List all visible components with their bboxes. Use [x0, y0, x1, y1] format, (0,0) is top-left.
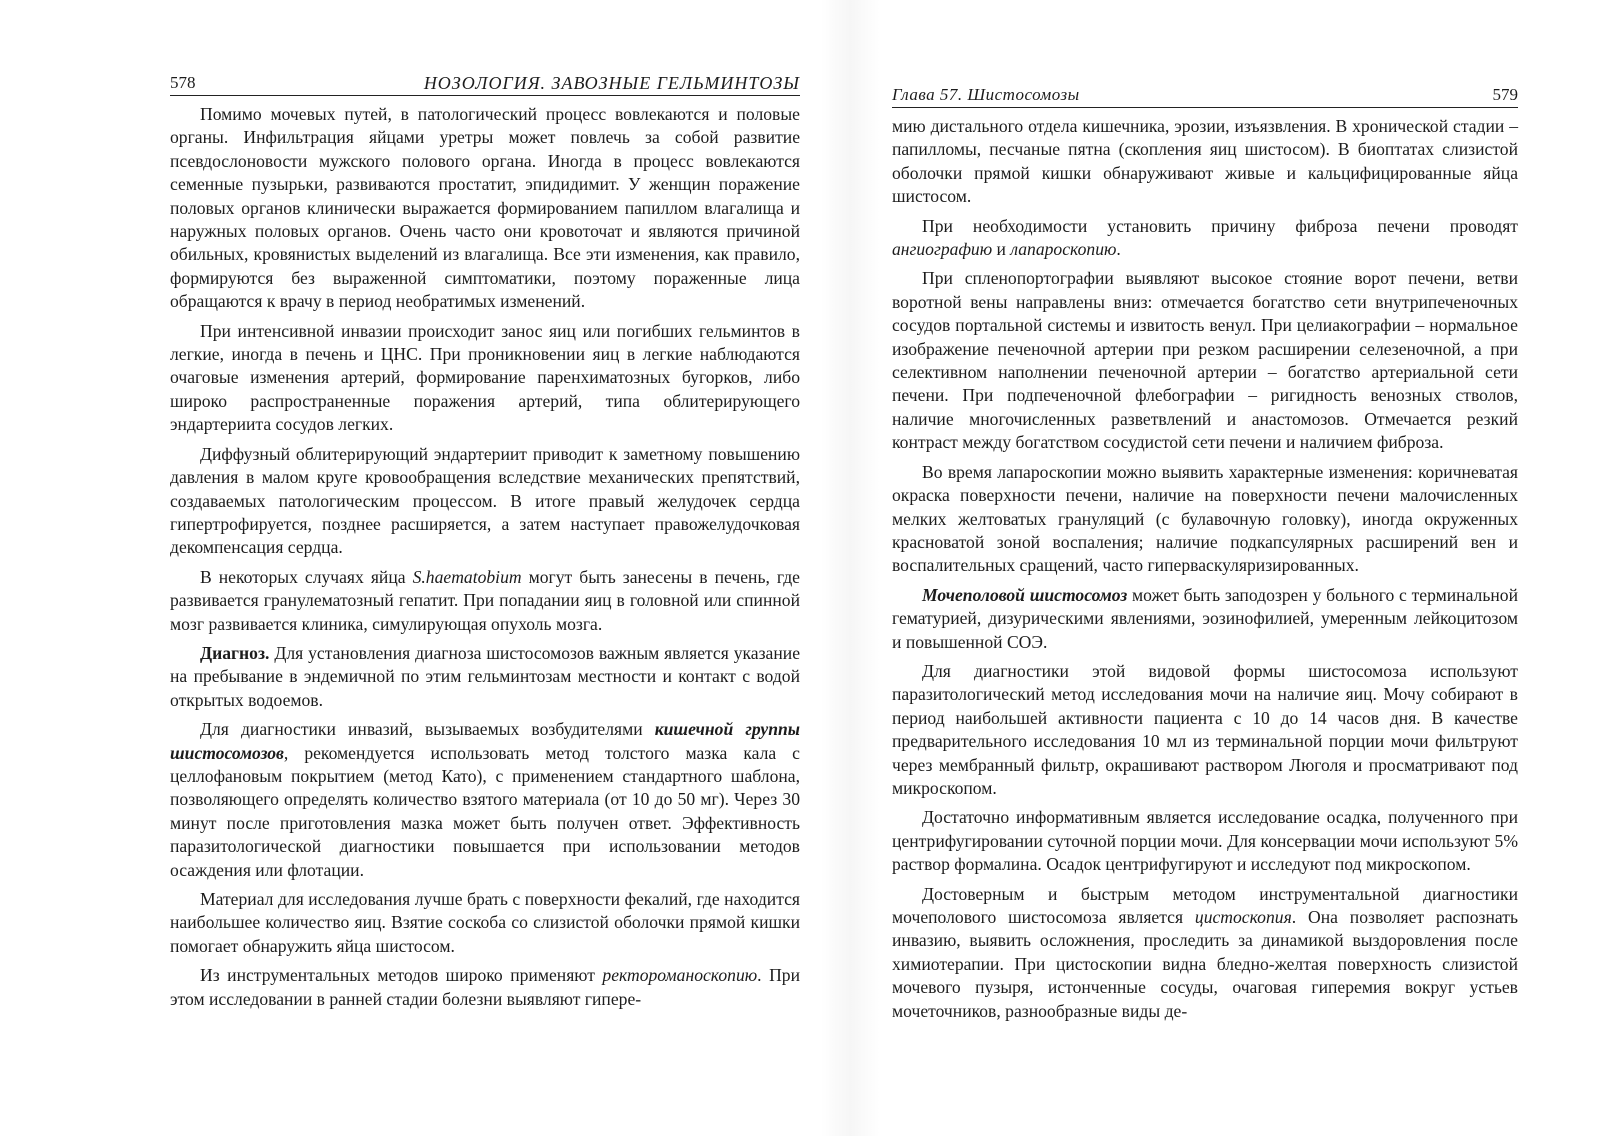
- text-run: Для диагностики инвазий, вызываемых возбудителями: [200, 719, 655, 740]
- paragraph: Для диагностики этой видовой формы шистосомоза используют паразитологический метод исследования мочи на наличие яиц. Мочу собирают в период наибольшей активности пациента с 10 до 14 часов дня. В качестве предварительного исследования 10 мл из терминальной порции мочи фильтруют через мембранный фильтр, окрашивают раствором Люголя и просматривают под микроскопом.: [892, 660, 1518, 798]
- text-run: Для установления диагноза шистосомозов важным является указание на пребывание в эндемичной по этим гельминтозам местности и контакт с водой открытых водоемов.: [170, 642, 800, 710]
- text-run: В некоторых случаях яйца: [200, 566, 413, 587]
- method-term: ангиографию: [892, 239, 993, 260]
- paragraph: Помимо мочевых путей, в патологический процесс вовлекаются и половые органы. Инфильтрация яйцами уретры может повлечь за собой развитие псевдослоновости мужского полового органа. Иногда в процесс вовлекаются семенные пузырьки, развиваются простатит, эпидидимит. У женщин поражение половых органов клинически выражается формированием папиллом влагалища и наружных половых органов. Очень часто они кровоточат и являются причиной обильных, кровянистых выделений из влагалища. Все эти изменения, как правило, формируются без выраженной симптоматики, поэтому пораженные лица обращаются к врачу в период необратимых изменений.: [170, 104, 800, 312]
- text-run: может быть заподозрен у больного с терминальной гематурией, дизурическими явлениями, эозинофилией, умеренным лейкоцитозом и повышенной СОЭ.: [892, 584, 1518, 652]
- emphasis-term: Мочеполовой шистосомоз: [922, 584, 1128, 605]
- paragraph: [892, 215, 1518, 262]
- text-run: Достоверным и быстрым методом инструментальной диагностики мочеполового шистосомоза является: [892, 883, 1518, 927]
- section-heading-diagnosis: Диагноз.: [200, 642, 270, 663]
- right-running-head: [892, 85, 1518, 108]
- text-run: .: [1116, 239, 1121, 260]
- paragraph: Во время лапароскопии можно выявить характерные изменения: коричневатая окраска поверхности печени, наличие на поверхности печени малочисленных мелких желтоватых грануляций (с булавочную головку), иногда окруженных красноватой зоной воспаления; наличие подкапсулярных расширений вен и воспалительных сращений, часто гиперваскуляризированных.: [892, 461, 1518, 576]
- paragraph: При интенсивной инвазии происходит занос яиц или погибших гельминтов в легкие, иногда в печень и ЦНС. При проникновении яиц в легкие наблюдаются очаговые изменения артерий, формирование паренхиматозных бугорков, либо широко распространенные поражения артерий, типа облитерирующего эндартериита сосудов легких.: [170, 320, 800, 435]
- method-term: ректороманоскопию: [602, 965, 758, 986]
- paragraph: При спленопортографии выявляют высокое стояние ворот печени, ветви воротной вены направлены вниз: отмечается богатство сети внутрипеченочных сосудов портальной системы и извитость венул. При целиакографии – нормальное изображение печеночной артерии при резком расширении селезеночной, а при селективном наполнении печеночной артерии – богатство артериальной сети печени. При подпеченочной флебографии – ригидность венозных стволов, наличие многочисленных разветвлений и анастомозов. Отмечается резкий контраст между богатством сосудистой сети печени и наличием фиброза.: [892, 268, 1518, 453]
- right-body-text: [892, 115, 1518, 1029]
- text-run: и: [992, 239, 1011, 260]
- left-page: [170, 0, 800, 1136]
- method-term: цистоскопия: [1194, 907, 1292, 927]
- right-running-title: Глава 57. Шистосомозы: [892, 85, 1080, 104]
- paragraph: [170, 566, 800, 636]
- paragraph: [170, 964, 800, 1011]
- text-run: При необходимости установить причину фиброза печени проводят: [922, 215, 1518, 236]
- left-page-number: 578: [170, 73, 196, 92]
- text-run: , рекомендуется использовать метод толстого мазка кала с целлофановым покрытием (метод Като), с применением стандартного шаблона, позволяющего определять количество взятого материала (от 10 до 50 мг). Через 30 минут после приготовления мазка может быть получен ответ. Эффективность паразитологической диагностики повышается при использовании методов осаждения или флотации.: [170, 742, 800, 880]
- text-run: . Она позволяет распознать инвазию, выявить осложнения, проследить за динамикой выздоровления после химиотерапии. При цистоскопии видна бледно-желтая поверхность слизистой мочевого пузыря, истонченные сосуды, очаговая гиперемия вокруг устьев мочеточников, разнообразные виды де-: [892, 907, 1518, 1021]
- text-run: могут быть занесены в печень, где развивается гранулематозный гепатит. При попадании яиц в головной или спинной мозг развивается клиника, симулирующая опухоль мозга.: [170, 566, 800, 634]
- book-gutter: [820, 0, 880, 1136]
- paragraph: Достаточно информативным является исследование осадка, полученного при центрифугировании суточной порции мочи. Для консервации мочи используют 5% раствор формалина. Осадок центрифугируют и исследуют под микроскопом.: [892, 807, 1518, 875]
- paragraph: Материал для исследования лучше брать с поверхности фекалий, где находится наибольшее количество яиц. Взятие соскоба со слизистой оболочки прямой кишки помогает обнаружить яйца шистосом.: [170, 889, 800, 956]
- left-running-title: НОЗОЛОГИЯ. ЗАВОЗНЫЕ ГЕЛЬМИНТОЗЫ: [423, 73, 800, 93]
- paragraph: [170, 642, 800, 712]
- emphasis-term: кишечной группы шистосомозов: [170, 719, 800, 763]
- text-run: . При этом исследовании в ранней стадии болезни выявляют гипере-: [170, 965, 800, 1009]
- left-running-head: [170, 73, 800, 96]
- method-term: лапароскопию: [1010, 239, 1117, 260]
- right-page: [892, 0, 1518, 1136]
- species-name: S.haematobium: [412, 566, 522, 587]
- left-body-text: [170, 103, 800, 1017]
- paragraph: Диффузный облитерирующий эндартериит приводит к заметному повышению давления в малом круге кровообращения вследствие механических препятствий, создаваемых патологическим процессом. В итоге правый желудочек сердца гипертрофируется, позднее расширяется, а затем наступает правожелудочковая декомпенсация сердца.: [170, 443, 800, 558]
- paragraph: мию дистального отдела кишечника, эрозии, изъязвления. В хронической стадии – папилломы, песчаные пятна (скопления яиц шистосом). В биоптатах слизистой оболочки прямой кишки обнаруживают живые и кальцифицированные яйца шистосом.: [892, 116, 1518, 207]
- paragraph: [170, 718, 800, 882]
- paragraph: [892, 883, 1518, 1023]
- right-page-number: 579: [1492, 85, 1518, 104]
- paragraph: [892, 584, 1518, 654]
- text-run: Из инструментальных методов широко применяют: [200, 965, 603, 986]
